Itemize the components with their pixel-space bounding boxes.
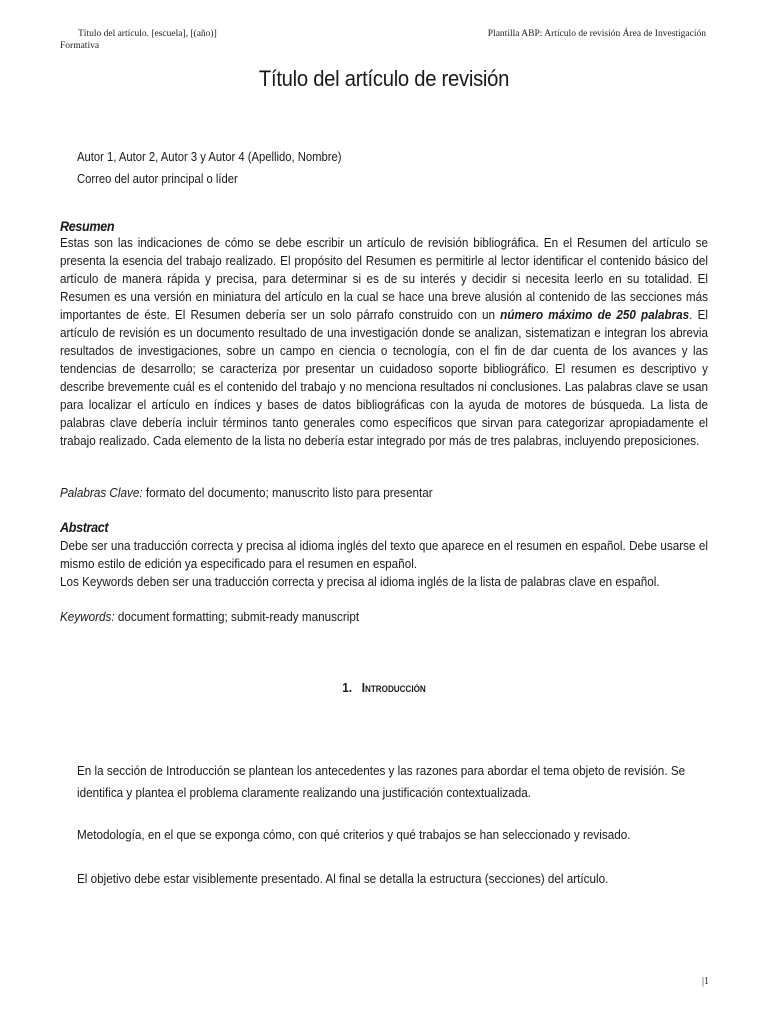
abstract-heading: Abstract xyxy=(60,519,109,535)
keywords-label: Keywords: xyxy=(60,609,115,624)
running-header-left xyxy=(60,28,300,52)
abstract-paragraph-1: Debe ser una traducción correcta y precisa al idioma inglés del texto que aparece en el resumen en español. Debe usarse el mismo estilo de edición ya especificado para el resumen en español. xyxy=(60,538,708,571)
abstract-paragraph-2: Los Keywords deben ser una traducción correcta y precisa al idioma inglés de la lista de palabras clave en español. xyxy=(60,574,660,589)
resumen-text-after: . El artículo de revisión es un documento resultado de una investigación donde se analizan, sistematizan e integran los abrevia resultados de investigaciones, sobre un campo en ciencia o tecnología, con el fin de dar cuenta de los avances y las tendencias de desarrollo; se caracteriza por presentar un cuidadoso soporte bibliográfico. El resumen es descriptivo y describe brevemente cuál es el contenido del trabajo y no menciona resultados ni conclusiones. Las palabras clave se usan para localizar el artículo en índices y bases de datos bibliográficas con la ayuda de motores de búsqueda. La lista de palabras clave debería incluir términos tanto generales como específicos que sirvan para categorizar apropiadamente el trabajo realizado. Cada elemento de la lista no debería estar integrado por más de tres palabras, incluyendo preposiciones. xyxy=(60,307,708,448)
resumen-text-before: Estas son las indicaciones de cómo se debe escribir un artículo de revisión bibliográfica. En el Resumen del artículo se presenta la esencia del trabajo realizado. El propósito del Resumen es permitirle al lector identificar el contenido básico del artículo de manera rápida y precisa, para determinar si es de su interés y decidir si necesita leerlo en su totalidad. El Resumen es una versión en miniatura del artículo en la cual se hace una breve alusión al contenido de las secciones más importantes de éste. El Resumen debería ser un solo párrafo construido con un xyxy=(60,235,708,322)
header-left-line2: Formativa xyxy=(60,41,100,51)
keywords-value: document formatting; submit-ready manuscript xyxy=(114,609,360,624)
introduccion-paragraph-1: En la sección de Introducción se plantean los antecedentes y las razones para abordar el tema objeto de revisión. Se identifica y plantea el problema claramente realizando una justificación contextualizada. xyxy=(77,763,686,800)
introduccion-paragraph-3: El objetivo debe estar visiblemente presentado. Al final se detalla la estructura (secciones) del artículo. xyxy=(77,871,609,886)
palabras-clave-label: Palabras Clave: xyxy=(60,485,143,500)
running-header-right: Plantilla ABP: Artículo de revisión Área de Investigación xyxy=(487,29,706,39)
page-number: |1 xyxy=(701,976,709,987)
author-email: Correo del autor principal o líder xyxy=(77,172,238,186)
author-block xyxy=(77,146,342,190)
article-title: Título del artículo de revisión xyxy=(258,66,510,91)
abstract-keywords xyxy=(60,608,359,626)
resumen-keywords xyxy=(60,484,433,502)
author-names: Autor 1, Autor 2, Autor 3 y Autor 4 (Apellido, Nombre) xyxy=(77,150,342,164)
resumen-paragraph xyxy=(60,234,708,450)
introduccion-heading xyxy=(38,680,729,695)
resumen-heading: Resumen xyxy=(60,218,115,234)
introduccion-number: 1. xyxy=(342,680,352,695)
resumen-emphasis: número máximo de 250 palabras xyxy=(500,307,690,322)
introduccion-paragraph-2: Metodología, en el que se exponga cómo, con qué criterios y qué trabajos se han seleccionado y revisado. xyxy=(77,827,631,842)
palabras-clave-value: formato del documento; manuscrito listo para presentar xyxy=(142,485,433,500)
header-left-line1: Título del artículo. [escuela], [(año)] xyxy=(78,29,217,39)
introduccion-title: Introducción xyxy=(361,680,426,695)
